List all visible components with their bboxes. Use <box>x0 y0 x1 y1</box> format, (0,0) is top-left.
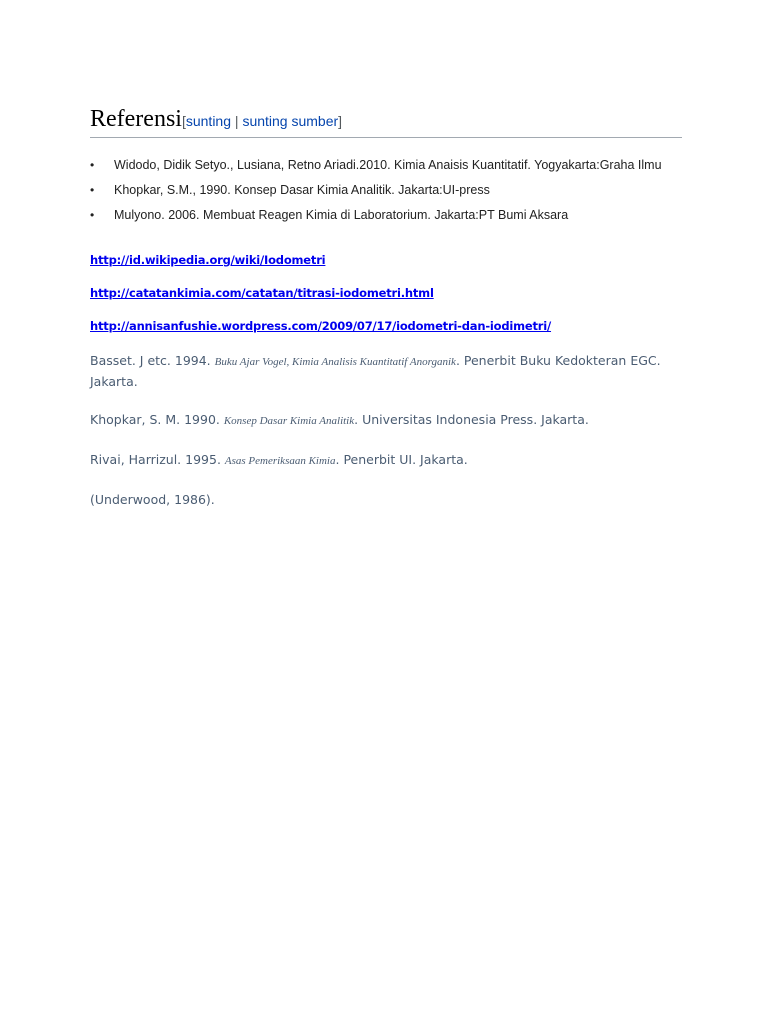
edit-source-link[interactable]: sunting sumber <box>242 113 339 129</box>
reference-text: Mulyono. 2006. Membuat Reagen Kimia di Laboratorium. Jakarta:PT Bumi Aksara <box>114 208 569 222</box>
bib-book-title: Konsep Dasar Kimia Analitik <box>223 415 355 427</box>
edit-link[interactable]: sunting <box>185 113 232 129</box>
edit-separator: | <box>231 113 243 129</box>
bibliography-entry <box>90 410 682 431</box>
bibliography-entry <box>90 490 682 509</box>
bracket-close: ] <box>338 113 343 129</box>
bibliography-entry <box>90 450 682 471</box>
bullet-icon: • <box>90 158 95 172</box>
bib-book-title: Buku Ajar Vogel, Kimia Analisis Kuantitatif Anorganik <box>214 356 456 368</box>
bib-author: Basset. J etc. 1994. <box>90 353 215 368</box>
wikipedia-link[interactable]: http://id.wikipedia.org/wiki/Iodometri <box>90 253 326 267</box>
reference-list <box>90 154 682 226</box>
bullet-icon: • <box>90 183 95 197</box>
edit-section-links <box>182 113 342 129</box>
reference-text: Widodo, Didik Setyo., Lusiana, Retno Ariadi.2010. Kimia Anaisis Kuantitatif. Yogyakarta:Graha Ilmu <box>114 158 662 172</box>
bib-author: Khopkar, S. M. 1990. <box>90 412 224 427</box>
bib-publisher: . Penerbit Buku Kedokteran EGC. Jakarta. <box>90 353 661 389</box>
link-list <box>90 252 682 334</box>
bib-publisher: . Penerbit UI. Jakarta. <box>335 452 468 467</box>
bracket-open: [ <box>181 113 186 129</box>
bullet-icon: • <box>90 208 95 222</box>
bib-book-title: Asas Pemeriksaan Kimia <box>224 455 336 467</box>
bib-author: Rivai, Harrizul. 1995. <box>90 452 225 467</box>
list-item <box>90 154 682 176</box>
catatankimia-link[interactable]: http://catatankimia.com/catatan/titrasi-iodometri.html <box>90 286 434 300</box>
wordpress-link[interactable]: http://annisanfushie.wordpress.com/2009/07/17/iodometri-dan-iodimetri/ <box>90 319 552 333</box>
list-item <box>90 204 682 226</box>
list-item <box>90 179 682 201</box>
section-title: Referensi <box>90 106 182 132</box>
bibliography-entry <box>90 351 682 391</box>
reference-text: Khopkar, S.M., 1990. Konsep Dasar Kimia Analitik. Jakarta:UI-press <box>114 183 490 197</box>
bib-citation: (Underwood, 1986). <box>90 492 215 507</box>
document-page <box>90 106 682 528</box>
section-heading <box>90 106 682 138</box>
bib-publisher: . Universitas Indonesia Press. Jakarta. <box>354 412 589 427</box>
